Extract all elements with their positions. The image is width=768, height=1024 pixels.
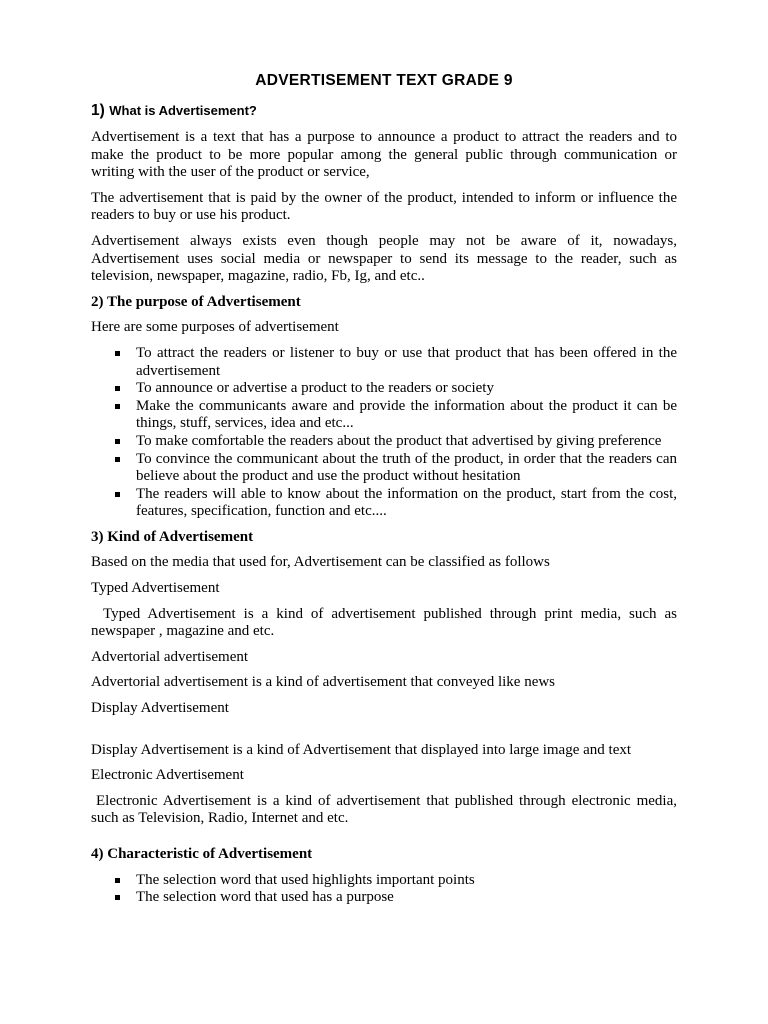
list-item: Make the communicants aware and provide the information about the product it can be things, stuff, services, idea and etc... <box>136 397 677 432</box>
electronic-advertisement-title: Electronic Advertisement <box>91 767 244 784</box>
section-2-intro: Here are some purposes of advertisement <box>91 319 339 336</box>
section-2-heading: 2) The purpose of Advertisement <box>91 293 301 310</box>
document-title: ADVERTISEMENT TEXT GRADE 9 <box>255 72 513 89</box>
display-advertisement-desc: Display Advertisement is a kind of Advertisement that displayed into large image and text <box>91 741 632 758</box>
section-1-heading <box>91 102 677 120</box>
list-item: The selection word that used has a purpose <box>136 889 677 907</box>
list-item: The readers will able to know about the information on the product, start from the cost, features, specification, function and etc.... <box>136 485 677 520</box>
electronic-advertisement-desc: Electronic Advertisement is a kind of advertisement that published through electronic media, such as Television, Radio, Internet and etc. <box>91 792 677 827</box>
section-1-title: What is Advertisement? <box>109 103 257 118</box>
list-item: To convince the communicant about the truth of the product, in order that the readers can believe about the product and use the product without hesitation <box>136 450 677 485</box>
list-item: The selection word that used highlights important points <box>136 872 677 890</box>
section-3-heading: 3) Kind of Advertisement <box>91 528 254 545</box>
list-item: To announce or advertise a product to the readers or society <box>136 380 677 398</box>
section-1-number: 1) <box>91 102 105 119</box>
section-1-paragraph-1: Advertisement is a text that has a purpose to announce a product to attract the readers and to make the product to be more popular among the general public through communication or writing with the user of the product or service, <box>91 129 677 181</box>
list-item: To attract the readers or listener to buy or use that product that has been offered in the advertisement <box>136 344 677 379</box>
section-3-intro: Based on the media that used for, Advertisement can be classified as follows <box>91 554 550 571</box>
list-item: To make comfortable the readers about the product that advertised by giving preference <box>136 433 677 451</box>
section-1-paragraph-3: Advertisement always exists even though people may not be aware of it, nowadays, Advertisement uses social media or newspaper to send its message to the reader, such as television, newspaper, magazine, radio, Fb, Ig, and etc.. <box>91 232 677 285</box>
typed-advertisement-desc: Typed Advertisement is a kind of advertisement published through print media, such as newspaper , magazine and etc. <box>91 605 677 640</box>
display-advertisement-title: Display Advertisement <box>91 700 229 717</box>
purpose-list <box>91 345 677 521</box>
section-4-heading: 4) Characteristic of Advertisement <box>91 846 313 862</box>
characteristic-list <box>91 872 677 907</box>
advertorial-advertisement-desc: Advertorial advertisement is a kind of advertisement that conveyed like news <box>91 674 556 691</box>
typed-advertisement-title: Typed Advertisement <box>91 580 220 597</box>
section-1-paragraph-2: The advertisement that is paid by the owner of the product, intended to inform or influence the readers to buy or use his product. <box>91 189 677 224</box>
advertorial-advertisement-title: Advertorial advertisement <box>91 648 249 665</box>
